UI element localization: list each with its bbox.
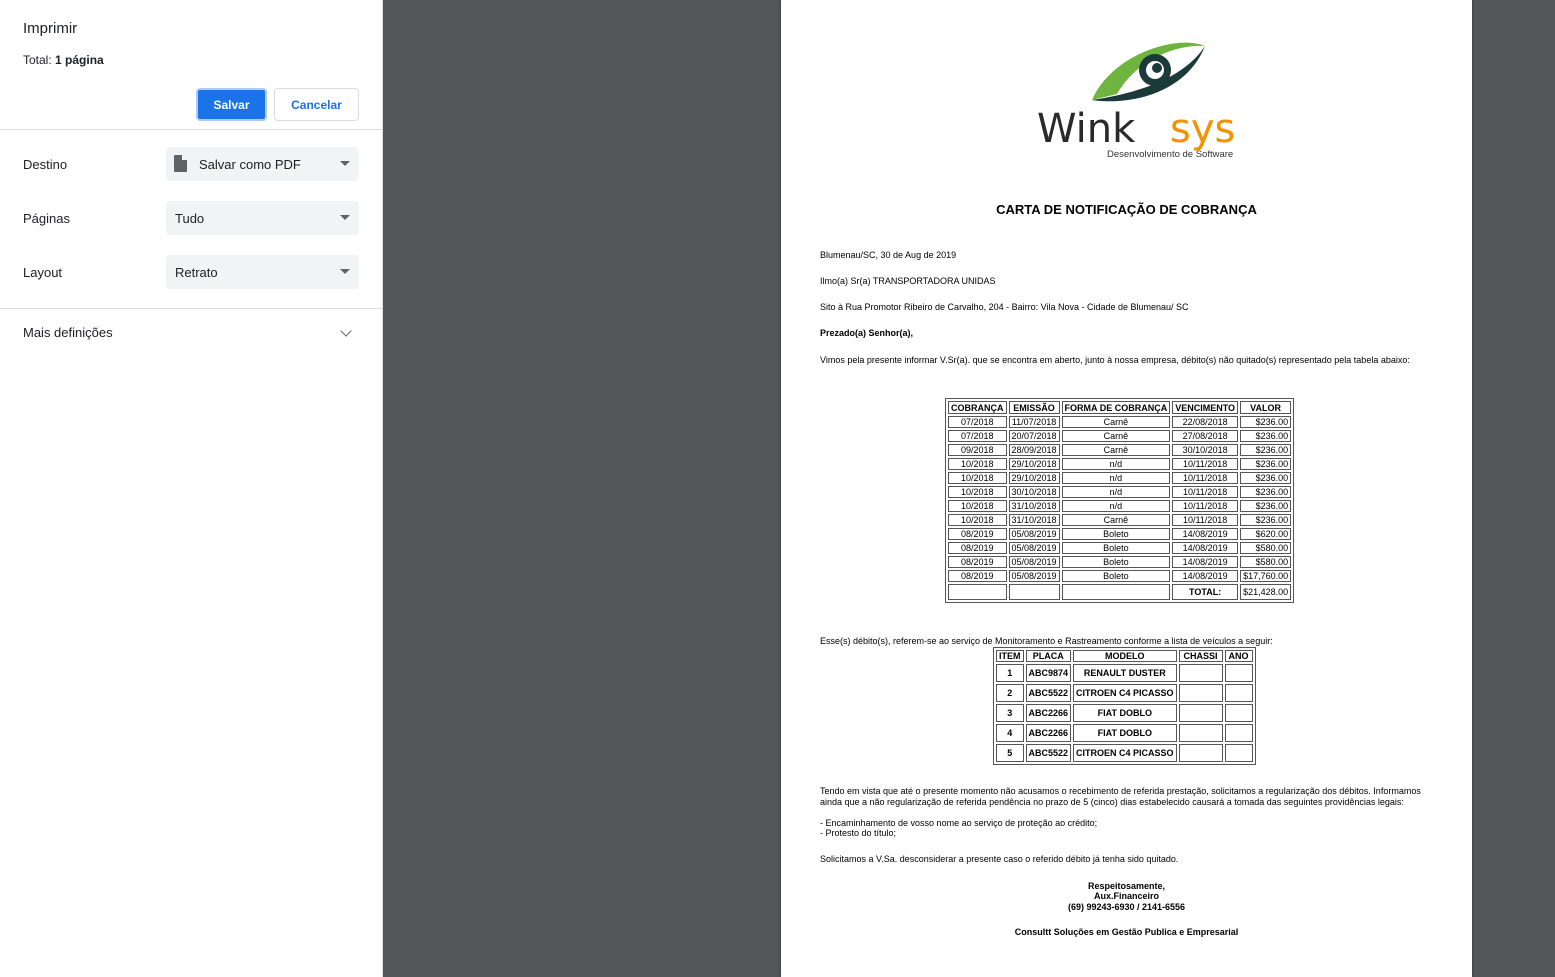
greeting: Prezado(a) Senhor(a),	[820, 328, 914, 338]
recipient-line: Ilmo(a) Sr(a) TRANSPORTADORA UNIDAS	[820, 276, 996, 286]
layout-value: Retrato	[175, 264, 218, 280]
closing-item: - Encaminhamento de vosso nome ao serviço de proteção ao crédito;	[820, 818, 1098, 828]
destination-select[interactable]	[166, 147, 359, 181]
table-cell: Carnê	[1062, 416, 1171, 428]
col-header: PLACA	[1026, 650, 1072, 662]
table-cell: ABC5522	[1026, 684, 1072, 702]
table-cell: CITROEN C4 PICASSO	[1073, 744, 1177, 762]
table-cell: Boleto	[1062, 556, 1171, 568]
table-cell: 08/2019	[948, 570, 1007, 582]
table-cell: 4	[996, 724, 1024, 742]
destination-label: Destino	[23, 157, 68, 172]
table-cell: 10/11/2018	[1172, 472, 1238, 484]
closing-item: - Protesto do título;	[820, 828, 897, 838]
table-cell: Boleto	[1062, 542, 1171, 554]
logo-brand-part1: Wink	[1037, 106, 1136, 152]
col-header: MODELO	[1073, 650, 1177, 662]
debts-table	[945, 398, 1294, 603]
total-label: TOTAL:	[1172, 584, 1238, 600]
table-cell: 05/08/2019	[1009, 570, 1060, 582]
table-cell: ABC2266	[1026, 704, 1072, 722]
table-cell: n/d	[1062, 486, 1171, 498]
table-cell: FIAT DOBLO	[1073, 704, 1177, 722]
table-cell: 10/2018	[948, 486, 1007, 498]
table-cell: 20/07/2018	[1009, 430, 1060, 442]
table-row	[948, 486, 1291, 498]
table-cell	[1225, 684, 1253, 702]
panel-title: Imprimir	[23, 20, 78, 37]
pages-label: Páginas	[23, 211, 70, 226]
table-cell: $236.00	[1240, 500, 1291, 512]
table-row	[948, 570, 1291, 582]
table-row	[948, 556, 1291, 568]
print-preview-page	[781, 0, 1472, 977]
table-cell: 05/08/2019	[1009, 556, 1060, 568]
intro-paragraph: Vimos pela presente informar V.Sr(a). que se encontra em aberto, junto à nossa empresa, débito(s) não quitado(s) representado pela tabela abaixo:	[820, 355, 1410, 365]
table-cell: 29/10/2018	[1009, 458, 1060, 470]
table-cell: 29/10/2018	[1009, 472, 1060, 484]
table-row	[996, 744, 1253, 762]
vehicles-intro: Esse(s) débito(s), referem-se ao serviço de Monitoramento e Rastreamento conforme a lista de veículos a seguir:	[820, 636, 1273, 646]
table-cell	[1179, 664, 1223, 682]
table-cell: $17,760.00	[1240, 570, 1291, 582]
table-cell: 10/11/2018	[1172, 500, 1238, 512]
logo-tagline: Desenvolvimento de Software	[1107, 149, 1234, 160]
table-cell: $236.00	[1240, 458, 1291, 470]
table-cell: $236.00	[1240, 486, 1291, 498]
table-row	[948, 472, 1291, 484]
table-cell: CITROEN C4 PICASSO	[1073, 684, 1177, 702]
page-total	[23, 53, 104, 67]
caret-down-icon	[340, 215, 350, 220]
col-header: VENCIMENTO	[1172, 401, 1238, 414]
table-cell	[1179, 704, 1223, 722]
table-cell	[1225, 664, 1253, 682]
table-cell: Boleto	[1062, 570, 1171, 582]
table-cell: 14/08/2019	[1172, 542, 1238, 554]
table-cell: 28/09/2018	[1009, 444, 1060, 456]
save-button[interactable]: Salvar	[196, 88, 267, 121]
col-header: EMISSÃO	[1009, 401, 1060, 414]
table-cell: 2	[996, 684, 1024, 702]
pages-value: Tudo	[175, 210, 205, 226]
table-cell: 14/08/2019	[1172, 570, 1238, 582]
table-cell: 10/11/2018	[1172, 458, 1238, 470]
table-cell: 11/07/2018	[1009, 416, 1060, 428]
table-cell: 22/08/2018	[1172, 416, 1238, 428]
table-cell: RENAULT DUSTER	[1073, 664, 1177, 682]
vehicles-table	[993, 647, 1256, 765]
table-row	[948, 416, 1291, 428]
sign-phone: (69) 99243-6930 / 2141-6556	[1067, 902, 1186, 912]
table-cell: n/d	[1062, 500, 1171, 512]
table-cell: Boleto	[1062, 528, 1171, 540]
table-cell: 08/2019	[948, 542, 1007, 554]
table-cell: $236.00	[1240, 416, 1291, 428]
table-cell: 30/10/2018	[1009, 486, 1060, 498]
layout-label: Layout	[23, 265, 63, 280]
table-cell: ABC5522	[1026, 744, 1072, 762]
print-settings-panel	[0, 0, 383, 977]
table-cell: ABC2266	[1026, 724, 1072, 742]
table-cell	[1009, 584, 1060, 600]
table-cell: $236.00	[1240, 430, 1291, 442]
col-header: VALOR	[1240, 401, 1291, 414]
winksys-logo	[1037, 34, 1262, 164]
table-cell: n/d	[1062, 472, 1171, 484]
table-cell: 08/2019	[948, 528, 1007, 540]
table-cell: 05/08/2019	[1009, 542, 1060, 554]
table-cell	[1225, 724, 1253, 742]
table-cell: Carnê	[1062, 444, 1171, 456]
table-row	[948, 430, 1291, 442]
table-cell: 1	[996, 664, 1024, 682]
file-icon	[174, 155, 187, 172]
table-row	[948, 514, 1291, 526]
chevron-down-icon[interactable]	[340, 325, 351, 336]
table-cell: 08/2019	[948, 556, 1007, 568]
table-cell: Carnê	[1062, 514, 1171, 526]
table-cell: $236.00	[1240, 472, 1291, 484]
date-line: Blumenau/SC, 30 de Aug de 2019	[820, 250, 957, 260]
table-cell: 07/2018	[948, 430, 1007, 442]
table-cell: 31/10/2018	[1009, 514, 1060, 526]
table-cell: 10/2018	[948, 472, 1007, 484]
company-name: Consultt Soluções em Gestão Publica e Empresarial	[1014, 927, 1239, 937]
destination-value: Salvar como PDF	[199, 156, 301, 172]
table-row	[948, 500, 1291, 512]
table-cell: Carnê	[1062, 430, 1171, 442]
table-row	[996, 724, 1253, 742]
table-row	[948, 528, 1291, 540]
divider	[0, 308, 383, 309]
table-cell: 3	[996, 704, 1024, 722]
table-row	[948, 458, 1291, 470]
table-cell: 10/2018	[948, 458, 1007, 470]
divider	[0, 129, 383, 130]
table-cell: $580.00	[1240, 556, 1291, 568]
table-row	[996, 664, 1253, 682]
logo-brand-part2: sys	[1170, 106, 1236, 152]
document-title: CARTA DE NOTIFICAÇÃO DE COBRANÇA	[996, 202, 1257, 217]
layout-select[interactable]	[166, 255, 359, 289]
table-cell: 10/11/2018	[1172, 486, 1238, 498]
table-cell	[948, 584, 1007, 600]
sign-line: Respeitosamente,	[1087, 881, 1166, 891]
cancel-button[interactable]: Cancelar	[274, 88, 359, 121]
table-cell	[1225, 744, 1253, 762]
table-cell: 09/2018	[948, 444, 1007, 456]
col-header: ITEM	[996, 650, 1024, 662]
table-cell: 31/10/2018	[1009, 500, 1060, 512]
table-cell: 10/2018	[948, 500, 1007, 512]
caret-down-icon	[340, 269, 350, 274]
table-cell: 5	[996, 744, 1024, 762]
table-cell: 10/2018	[948, 514, 1007, 526]
table-cell: 27/08/2018	[1172, 430, 1238, 442]
total-label: Total:	[23, 53, 52, 67]
closing-note: Solicitamos a V.Sa. desconsiderar a presente caso o referido débito já tenha sido quitado.	[820, 854, 1179, 864]
total-value: 1 página	[55, 53, 104, 67]
table-cell: $580.00	[1240, 542, 1291, 554]
table-cell: 14/08/2019	[1172, 528, 1238, 540]
sign-line: Aux.Financeiro	[1093, 891, 1159, 901]
table-cell	[1225, 704, 1253, 722]
table-cell: 30/10/2018	[1172, 444, 1238, 456]
table-row	[996, 704, 1253, 722]
table-cell: ABC9874	[1026, 664, 1072, 682]
table-cell	[1179, 744, 1223, 762]
table-cell: $236.00	[1240, 444, 1291, 456]
table-cell: 05/08/2019	[1009, 528, 1060, 540]
table-cell: $620.00	[1240, 528, 1291, 540]
table-cell	[1062, 584, 1171, 600]
closing-paragraph: Tendo em vista que até o presente momento não acusamos o recebimento de referida prestação, solicitamos a regularização dos débitos. Informamos ainda que a não regularização de referida pendência no prazo de 5 (cinco) dias estabelecido causará a tomada das seguintes providências legais:	[820, 786, 1421, 807]
col-header: CHASSI	[1179, 650, 1223, 662]
table-cell: 14/08/2019	[1172, 556, 1238, 568]
table-row	[948, 444, 1291, 456]
address-line: Sito à Rua Promotor Ribeiro de Carvalho, 204 - Bairro: Vila Nova - Cidade de Blumenau/ SC	[820, 302, 1189, 312]
pages-select[interactable]	[166, 201, 359, 235]
table-cell	[1179, 684, 1223, 702]
table-row	[996, 684, 1253, 702]
col-header: COBRANÇA	[948, 401, 1007, 414]
col-header: ANO	[1225, 650, 1253, 662]
total-row	[948, 584, 1291, 600]
table-cell: $236.00	[1240, 514, 1291, 526]
table-cell	[1179, 724, 1223, 742]
table-cell: FIAT DOBLO	[1073, 724, 1177, 742]
table-cell: n/d	[1062, 458, 1171, 470]
caret-down-icon	[340, 161, 350, 166]
table-cell: 07/2018	[948, 416, 1007, 428]
more-settings-toggle[interactable]: Mais definições	[23, 325, 113, 340]
table-row	[948, 542, 1291, 554]
col-header: FORMA DE COBRANÇA	[1062, 401, 1171, 414]
table-cell: 10/11/2018	[1172, 514, 1238, 526]
total-value: $21,428.00	[1240, 584, 1291, 600]
